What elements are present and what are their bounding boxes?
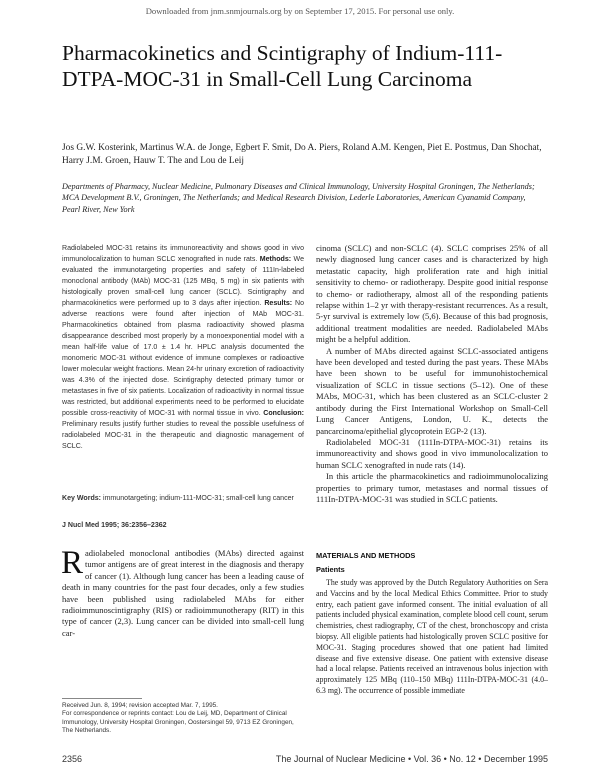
footnote	[62, 702, 304, 736]
abstract-conclusion: Preliminary results justify further studies to reveal the possible usefulness of radiolabeled MOC-31 in the therapeutic and diagnostic management of SCLC.	[62, 421, 304, 450]
subsection-heading: Patients	[316, 565, 345, 574]
abstract-intro: Radiolabeled MOC-31 retains its immunoreactivity and shows good in vivo immunolocalization to human SCLC xenografted in nude rats.	[62, 245, 304, 263]
paragraph-2: A number of MAbs directed against SCLC-associated antigens have been developed and tested during the past years. These MAbs have been shown to be useful for immunohistochemical visualization of SCLC in tissue sections (5–12). One of these MAbs, MOC-31, which has been clustered as an SCLC-cluster 2 antibody during the First International Workshop on Small-Cell Lung Cancer Antigens, London, U. K., detects the pancarcinoma/epithelial glycoprotein EGP-2 (13).	[316, 345, 548, 436]
abstract-methods-label: Methods:	[259, 256, 292, 263]
abstract-conclusion-label: Conclusion:	[263, 410, 304, 417]
author-list: Jos G.W. Kosterink, Martinus W.A. de Jonge, Egbert F. Smit, Do A. Piers, Roland A.M. Kengen, Piet E. Postmus, Dan Shochat, Harry J.M. Groen, Hauw T. The and Lou de Leij	[62, 143, 542, 166]
section-heading: MATERIALS AND METHODS	[316, 551, 416, 560]
methods-text: The study was approved by the Dutch Regulatory Authorities on Sera and Vaccins and by the local Medical Ethics Committee. Prior to study entry, each patient gave informed consent. The initial evaluation of all patients included physical examination, complete blood cell count, serum chemistries, chest radiography, CT of the chest, bronchoscopy and crista biopsy. All eligible patients had histologically proven SCLC positive for MOC-31. Staging procedures showed that one patient had limited disease and five extensive disease. One patient with extensive disease had a local relapse. Patients received an intravenous bolus injection with approximately 125 MBq (110–150 MBq) 111In-DTPA-MOC-31 (4.0–6.3 mg). The occurrence of possible immediate	[316, 578, 548, 695]
keywords	[62, 493, 304, 504]
journal-reference	[62, 522, 304, 529]
article-title: Pharmacokinetics and Scintigraphy of Indium-111-DTPA-MOC-31 in Small-Cell Lung Carcinoma	[62, 41, 503, 91]
footnote-correspondence: For correspondence or reprints contact: Lou de Leij, MD, Department of Clinical Immunology, University Hospital Groningen, Oostersingel 59, 9713 EZ Groningen, The Netherlands.	[62, 710, 294, 735]
affiliations: Departments of Pharmacy, Nuclear Medicine, Pulmonary Diseases and Clinical Immunology, University Hospital Groningen, The Netherlands; MCA Development B.V., Groningen, The Netherlands; and Medical Research Division, Lederle Laboratories, American Cyanamid Company, Pearl River, New York	[62, 182, 535, 214]
page-number: 2356	[62, 754, 83, 764]
abstract	[62, 243, 304, 452]
keywords-text: immunotargeting; indium-111-MOC-31; small-cell lung cancer	[103, 495, 294, 502]
footnote-received: Received Jun. 8, 1994; revision accepted Mar. 7, 1995.	[62, 702, 218, 709]
dropcap: R	[61, 545, 84, 581]
abstract-results-label: Results:	[264, 300, 293, 307]
abstract-methods: We evaluated the immunotargeting properties and safety of 111In-labeled monoclonal antibody (MAb) MOC-31 (125 MBq, 5 mg) in six patients with histologically proven small-cell lung cancer (SCLC). Scintigraphy and pharmacokinetics were performed up to 3 days after injection.	[62, 256, 304, 307]
right-column	[316, 243, 548, 505]
footer-journal: The Journal of Nuclear Medicine • Vol. 36 • No. 12 • December 1995	[275, 754, 548, 764]
paragraph-3: Radiolabeled MOC-31 (111In-DTPA-MOC-31) retains its immunoreactivity and shows good in vivo immunolocalization to human SCLC xenografted in nude rats (14).	[316, 436, 548, 470]
introduction-body: adiolabeled monoclonal antibodies (MAbs) directed against tumor antigens are of great interest in the diagnosis and therapy of cancer (1). Although lung cancer has been a leading cause of death in many countries for the past four decades, only a few studies have been published using radiolabeled MAbs for either radioimmunoscintigraphy (RIS) or radioimmunotherapy (RIT) in this type of cancer (2,3). Lung cancer can be divided into small-cell lung car-	[62, 548, 304, 638]
introduction-text	[61, 545, 304, 639]
footnote-divider	[62, 698, 142, 699]
journal-ref-text: J Nucl Med 1995; 36:2356–2362	[62, 522, 167, 529]
abstract-results: No adverse reactions were found after injection of MAb MOC-31. Pharmacokinetics obtained from plasma radioactivity showed plasma disappearance described most properly by a monoexponential model with a mean half-life value of 17.0 ± 1.4 hr. HPLC analysis documented the monomeric MOC-31 without evidence of immune complexes or radioactive lower molecular weight fractions. Mean 24-hr urinary excretion of radioactivity was 4.3% of the injected dose. Scintigraphy detected primary tumor or metastases in five of six patients. Localization of radioactivity in normal tissue was restricted, but additional experiments need to be performed to elucidate possible cross-reactivity of MOC-31 with normal tissue in vivo.	[62, 300, 304, 417]
download-notice: Downloaded from jnm.snmjournals.org by on September 17, 2015. For personal use only.	[145, 6, 455, 16]
keywords-label: Key Words:	[62, 495, 102, 502]
paragraph-4: In this article the pharmacokinetics and radioimmunolocalizing properties to primary tumor, metastases and normal tissues of 111In-DTPA-MOC-31 was studied in SCLC patients.	[316, 471, 548, 504]
paragraph-1: cinoma (SCLC) and non-SCLC (4). SCLC comprises 25% of all newly diagnosed lung cancer cases and is characterized by high metastatic capacity, high proliferation rate and high initial sensitivity to chemo- or radiotherapy. Despite good initial response to chemo- or radiotherapy, almost all of the responding patients relapse within 1–2 yr with therapy-resistant recurrences. As a result, 5-yr survival is extremely low (5,6). Because of this bad prognosis, additional treatment modalities are needed. Radiolabeled MAbs might be a helpful addition.	[316, 243, 548, 345]
page-footer	[62, 754, 548, 768]
